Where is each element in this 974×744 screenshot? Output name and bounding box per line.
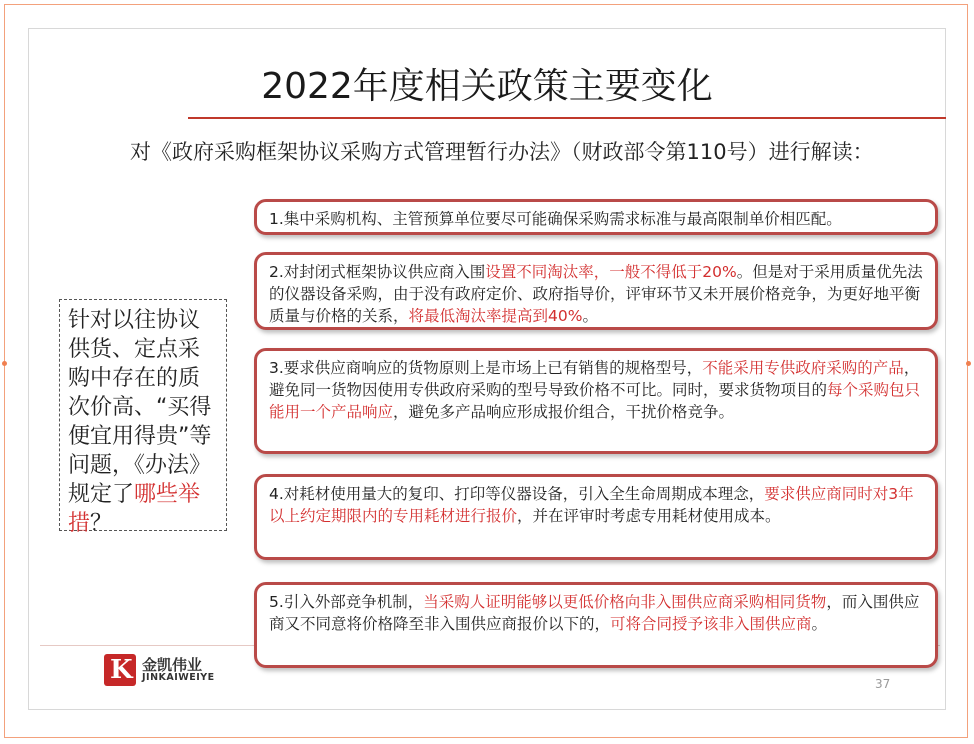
point-2-text-b: 。但是对于采用质量优先法的仪器设备采购，由于没有政府定价、政府指导价，评审环节又未开展价格竞争，为更好地平衡质量与价格的关系， bbox=[269, 263, 923, 325]
point-5-box bbox=[254, 582, 938, 668]
page-number: 37 bbox=[875, 677, 891, 691]
side-note-box bbox=[59, 299, 227, 536]
intro-text: 对《政府采购框架协议采购方式管理暂行办法》（财政部令第110号）进行解读： bbox=[130, 140, 874, 164]
point-2-highlight-b: 将最低淘汰率提高到40% bbox=[408, 307, 583, 325]
point-4-text-b: ，并在评审时考虑专用耗材使用成本。 bbox=[517, 507, 781, 525]
side-note-text: 针对以往协议供货、定点采购中存在的质次价高、“买得便宜用得贵”等问题，《办法》规定了 bbox=[68, 308, 212, 507]
point-2-highlight-a: 设置不同淘汰率，一般不得低于20% bbox=[485, 263, 737, 281]
logo-k-icon: K bbox=[104, 654, 136, 686]
point-2-text-c: 。 bbox=[582, 307, 598, 325]
side-note-highlight: 哪些举措 bbox=[68, 482, 201, 536]
logo-name-en: JINKAIWEIYE bbox=[142, 672, 215, 683]
point-3-text-c: ，避免多产品响应形成报价组合，干扰价格竞争。 bbox=[393, 403, 735, 421]
title-underline bbox=[188, 117, 946, 119]
slide-title: 2022年度相关政策主要变化 bbox=[261, 66, 713, 107]
frame-handle-left[interactable] bbox=[2, 361, 7, 366]
point-2-box bbox=[254, 252, 938, 330]
point-5-text-a: 5.引入外部竞争机制， bbox=[269, 593, 424, 611]
point-1-box bbox=[254, 199, 938, 235]
logo-name-cn: 金凯伟业 bbox=[142, 656, 203, 674]
point-3-highlight-b: 每个采购包只能用一个产品响应 bbox=[269, 381, 921, 421]
side-note-end: ？ bbox=[90, 511, 113, 536]
point-5-text-b: ，而入围供应商又不同意将价格降至非入围供应商报价以下的， bbox=[269, 593, 920, 633]
point-4-box bbox=[254, 474, 938, 560]
point-5-highlight-b: 可将合同授予该非入围供应商 bbox=[610, 615, 812, 633]
point-1-text: 1.集中采购机构、主管预算单位要尽可能确保采购需求标准与最高限制单价相匹配。 bbox=[269, 210, 842, 228]
frame-handle-right[interactable] bbox=[966, 361, 971, 366]
point-5-text-c: 。 bbox=[811, 615, 828, 633]
point-4-text-a: 4.对耗材使用量大的复印、打印等仪器设备，引入全生命周期成本理念， bbox=[269, 485, 765, 503]
point-3-highlight-a: 不能采用专供政府采购的产品 bbox=[702, 359, 904, 377]
point-3-text-a: 3.要求供应商响应的货物原则上是市场上已有销售的规格型号， bbox=[269, 359, 703, 377]
point-2-text-a: 2.对封闭式框架协议供应商入围 bbox=[269, 263, 486, 281]
point-4-highlight-a: 要求供应商同时对3年以上约定期限内的专用耗材进行报价 bbox=[269, 485, 914, 525]
point-3-box bbox=[254, 348, 938, 454]
point-5-highlight-a: 当采购人证明能够以更低价格向非入围供应商采购相同货物 bbox=[423, 593, 827, 611]
point-3-text-b: ，避免同一货物因使用专供政府采购的型号导致价格不可比。同时，要求货物项目的 bbox=[269, 359, 920, 399]
